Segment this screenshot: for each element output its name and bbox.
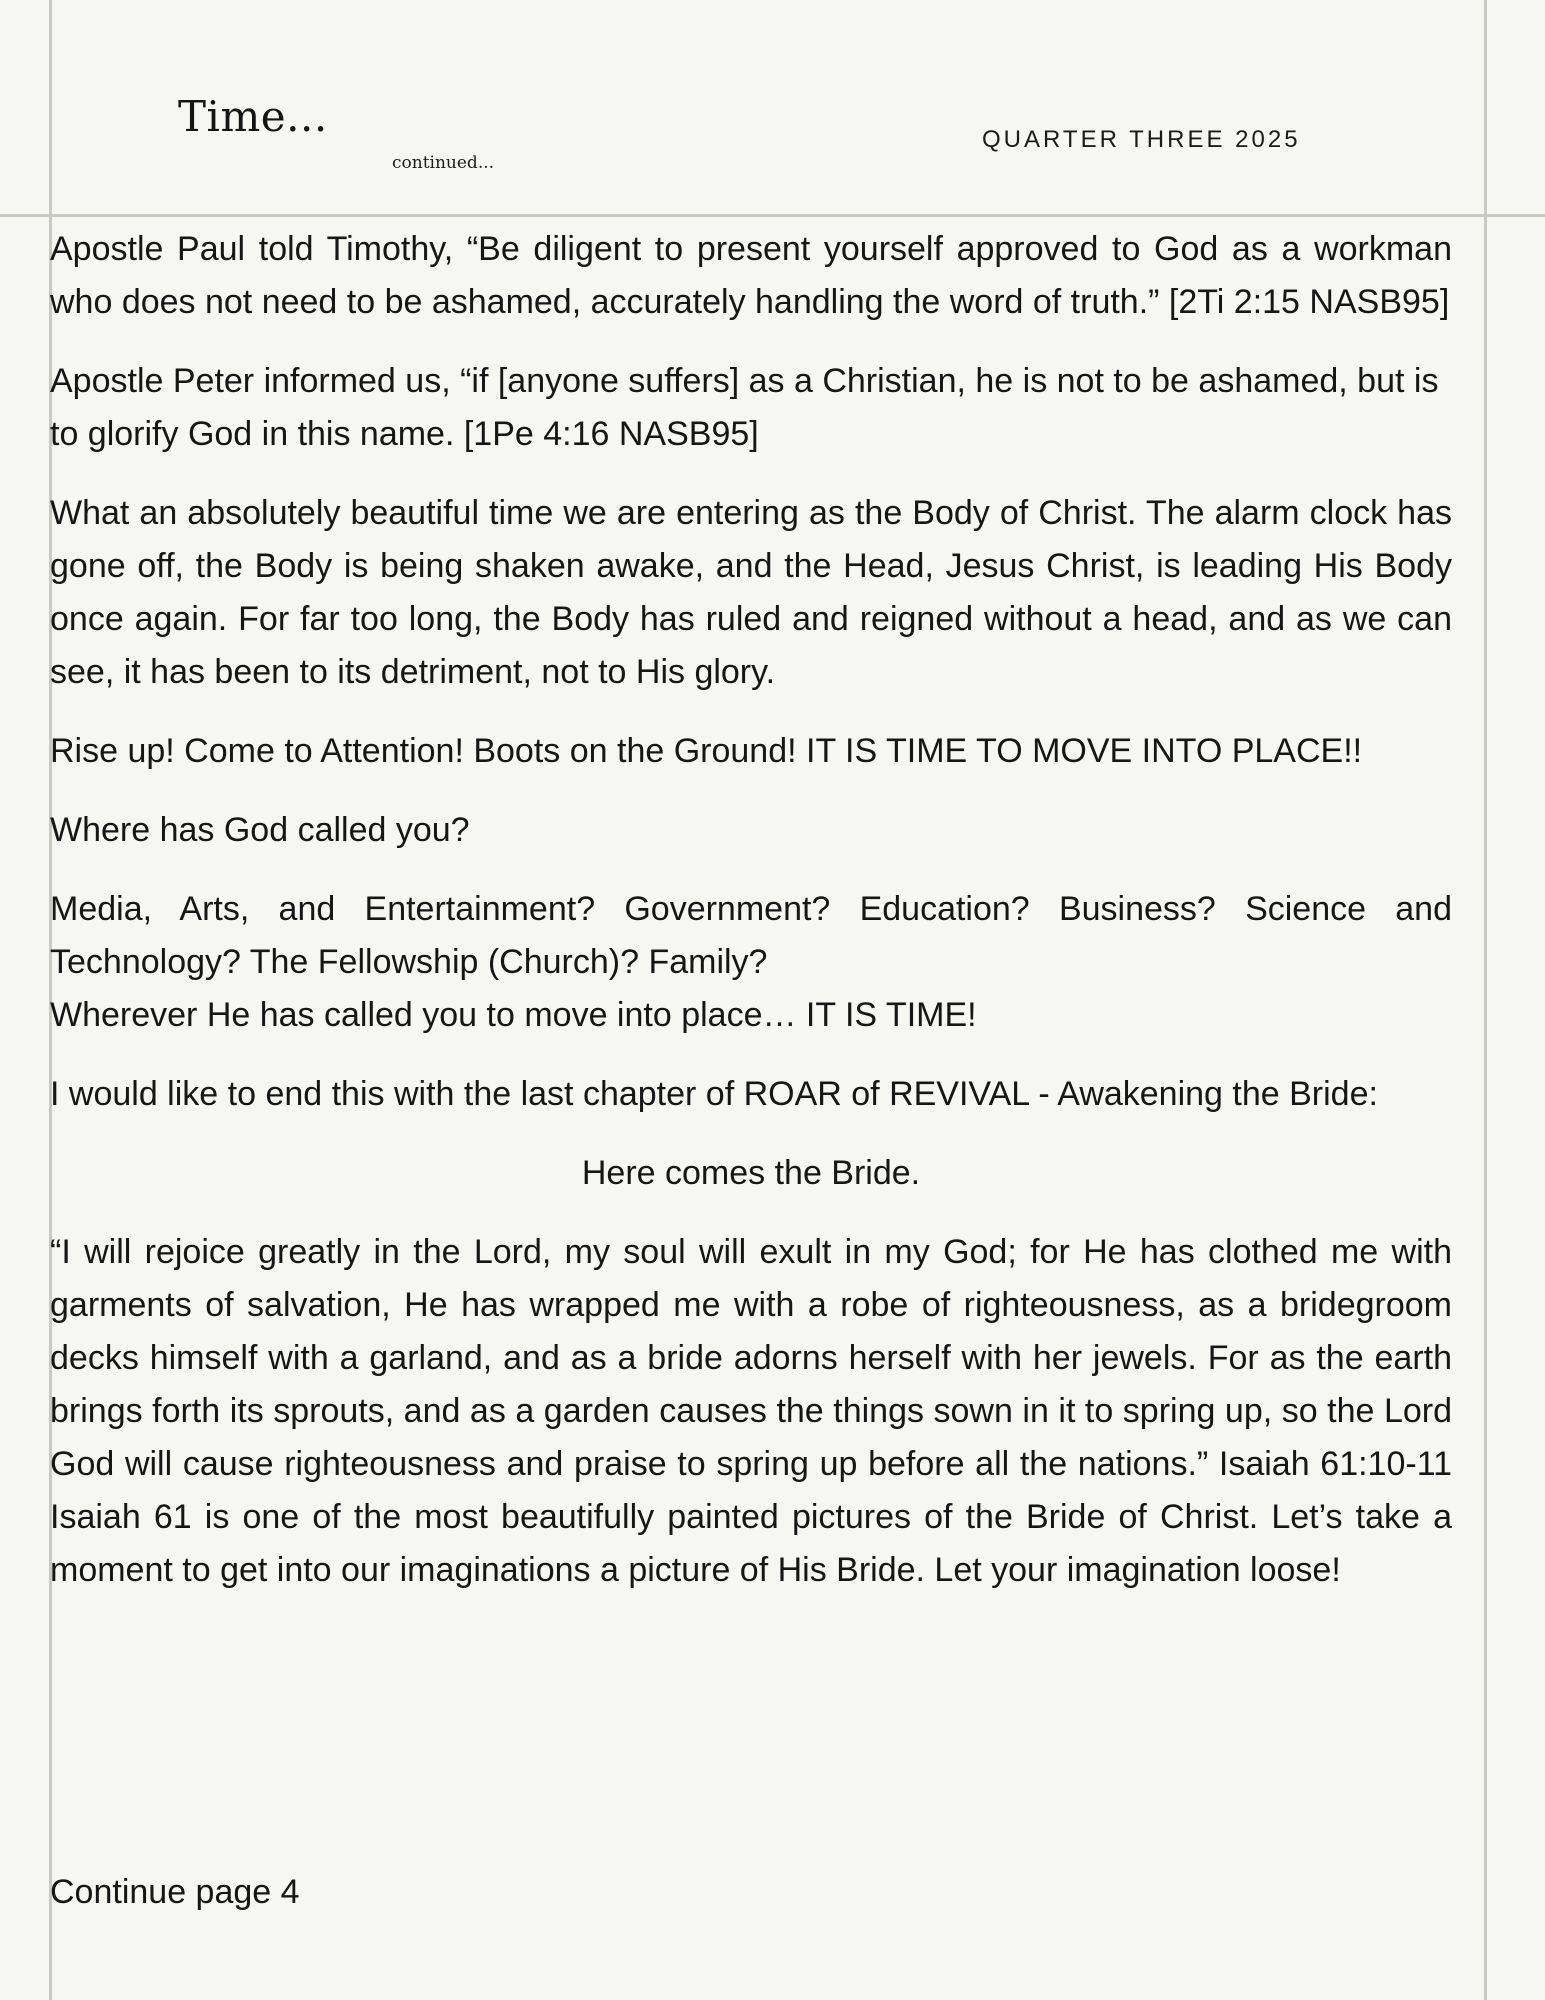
article-subtitle: continued... (392, 153, 495, 173)
paragraph: Rise up! Come to Attention! Boots on the Ground! IT IS TIME TO MOVE INTO PLACE!! (50, 732, 1363, 770)
paragraph: What an absolutely beautiful time we are entering as the Body of Christ. The alarm clock has gone off, the Body is being shaken awake, and the Head, Jesus Christ, is leading His Body once again. For far too long, the Body has ruled and reigned without a head, and as we can see, it has been to its detriment, not to His glory. (50, 494, 1452, 691)
paragraph: Where has God called you? (50, 811, 470, 849)
article-body (50, 223, 1452, 1623)
paragraph: I would like to end this with the last chapter of ROAR of REVIVAL - Awakening the Bride: (50, 1075, 1378, 1113)
paragraph: Media, Arts, and Entertainment? Government? Education? Business? Science and Technology? The Fellowship (Church)? Family? (50, 890, 1452, 981)
continue-link: Continue page 4 (50, 1873, 300, 1911)
header-divider (0, 214, 1545, 217)
paragraph-heading: Here comes the Bride. (581, 1154, 921, 1192)
right-border-line (1484, 0, 1487, 2000)
paragraph: “I will rejoice greatly in the Lord, my soul will exult in my God; for He has clothed me with garments of salvation, He has wrapped me with a robe of righteousness, as a bridegroom decks himself with a garland, and as a bride adorns herself with her jewels. For as the earth brings forth its sprouts, and as a garden causes the things sown in it to spring up, so the Lord God will cause righteousness and praise to spring up before all the nations.” Isaiah 61:10-11 Isaiah 61 is one of the most beautifully painted pictures of the Bride of Christ. Let’s take a moment to get into our imaginations a picture of His Bride. Let your imagination loose! (50, 1233, 1452, 1589)
paragraph: Apostle Peter informed us, “if [anyone suffers] as a Christian, he is not to be ashamed, but is to glorify God in this name. [1Pe 4:16 NASB95] (50, 362, 1439, 453)
paragraph: Apostle Paul told Timothy, “Be diligent to present yourself approved to God as a workman who does not need to be ashamed, accurately handling the word of truth.” [2Ti 2:15 NASB95] (50, 230, 1452, 321)
paragraph: Wherever He has called you to move into place… IT IS TIME! (50, 996, 977, 1034)
article-title: Time... (178, 92, 328, 141)
issue-label: QUARTER THREE 2025 (982, 126, 1301, 153)
